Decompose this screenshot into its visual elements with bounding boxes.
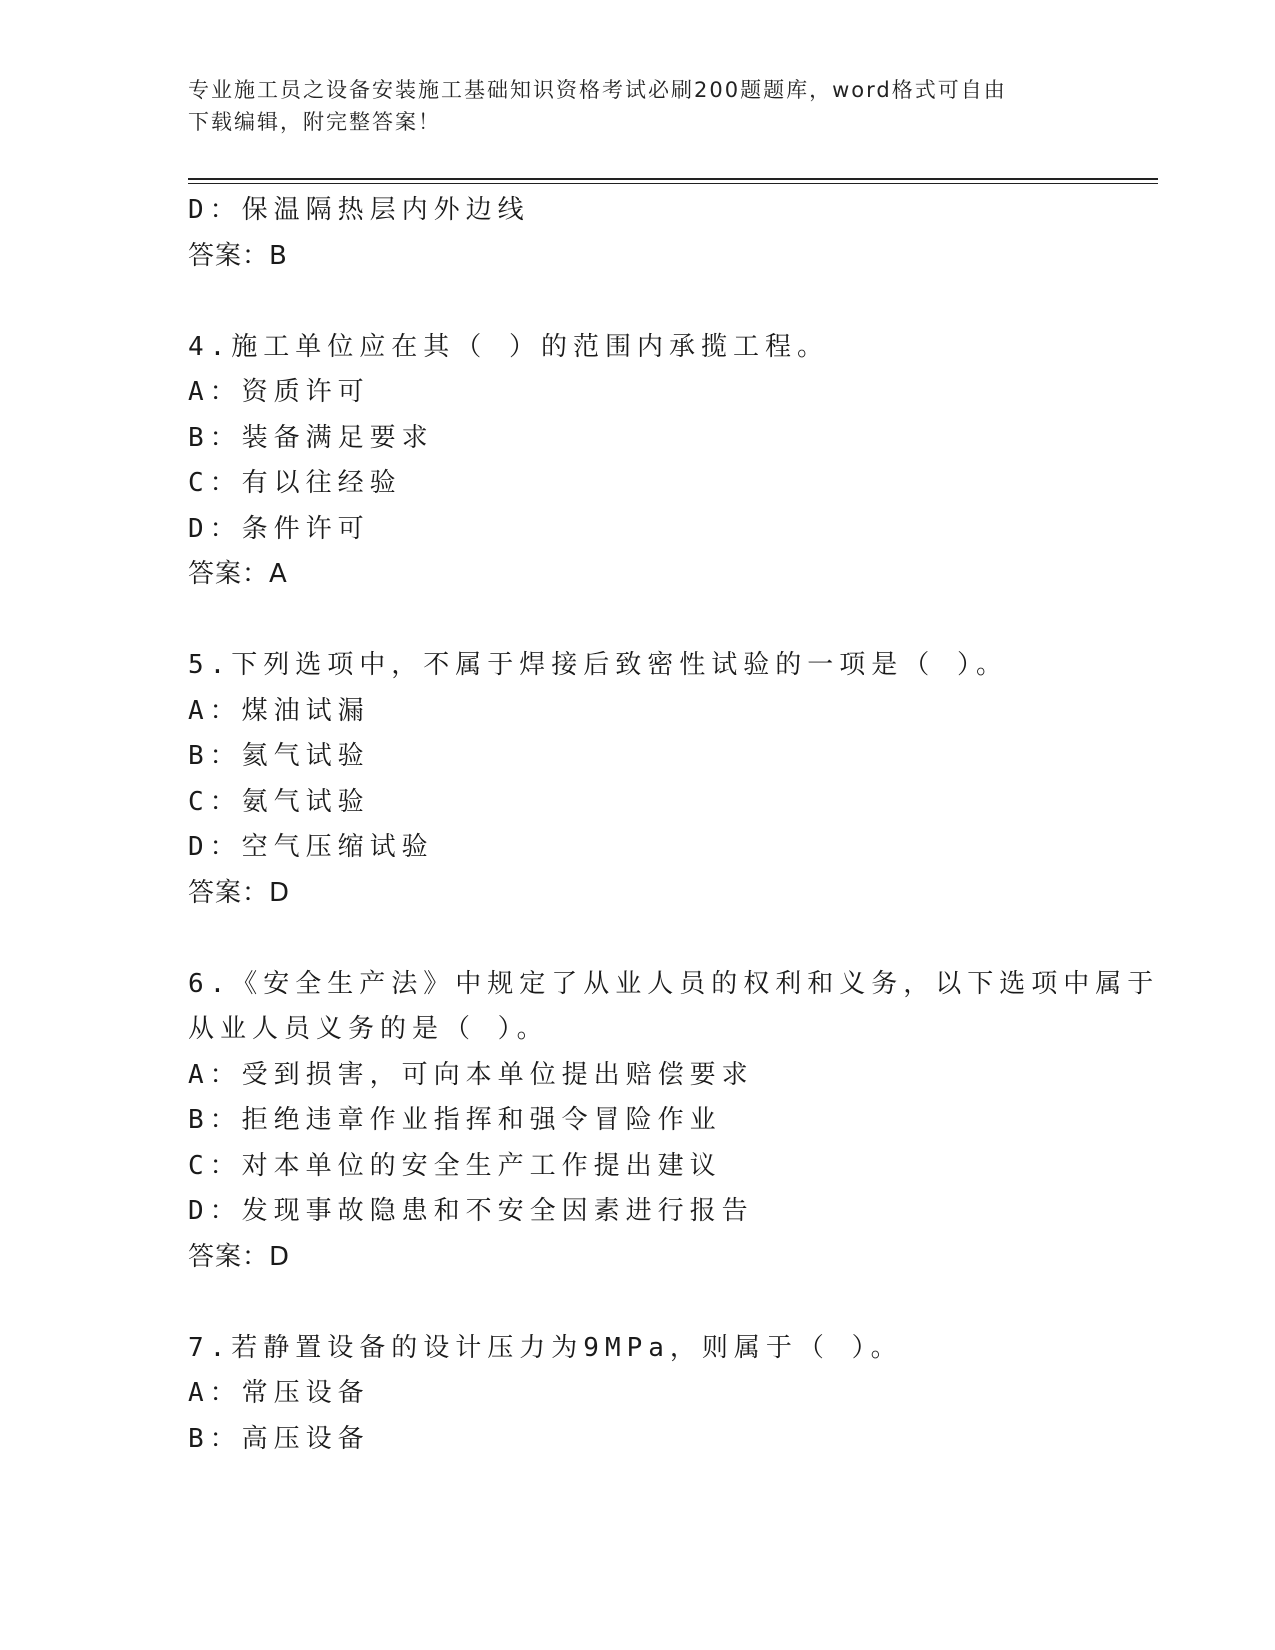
option-d: D：条件许可 — [188, 513, 370, 544]
header-divider-thick — [188, 178, 1158, 180]
option-b: B：拒绝违章作业指挥和强令冒险作业 — [188, 1105, 722, 1135]
question-5 — [188, 643, 1158, 916]
question-6 — [188, 962, 1158, 1281]
answer-line: 答案：A — [188, 559, 288, 589]
question-7 — [188, 1326, 1158, 1463]
document-header — [188, 74, 1088, 138]
spacer — [188, 279, 1158, 325]
option-c: C：有以往经验 — [188, 468, 402, 498]
question-list — [188, 188, 1158, 1462]
option-a: A：受到损害，可向本单位提出赔偿要求 — [188, 1059, 754, 1090]
spacer — [188, 598, 1158, 644]
question-stem: 7.若静置设备的设计压力为9MPa，则属于（ ）。 — [188, 1332, 903, 1363]
question-4 — [188, 325, 1158, 598]
option-c: C：氨气试验 — [188, 786, 370, 817]
answer-line: 答案：B — [188, 240, 288, 271]
answer-line: 答案：D — [188, 1241, 291, 1272]
option-b: B：高压设备 — [188, 1423, 370, 1454]
spacer — [188, 916, 1158, 962]
question-stem-line-2: 从业人员义务的是（ ）。 — [188, 1014, 549, 1044]
header-title-line-2: 下载编辑，附完整答案！ — [188, 110, 441, 134]
question-stem-line-1: 6.《安全生产法》中规定了从业人员的权利和义务，以下选项中属于 — [188, 968, 1160, 999]
option-b: B：氦气试验 — [188, 741, 370, 771]
option-a: A：煤油试漏 — [188, 695, 370, 726]
option-d: D：空气压缩试验 — [188, 832, 434, 862]
option-d: D：保温隔热层内外边线 — [188, 195, 530, 225]
option-d: D：发现事故隐患和不安全因素进行报告 — [188, 1196, 754, 1226]
header-divider-thin — [188, 183, 1158, 184]
spacer — [188, 1280, 1158, 1326]
answer-line: 答案：D — [188, 877, 291, 908]
header-title-line-1: 专业施工员之设备安装施工基础知识资格考试必刷200题题库，word格式可自由 — [188, 78, 1007, 102]
option-a: A：常压设备 — [188, 1378, 370, 1408]
option-b: B：装备满足要求 — [188, 422, 434, 453]
question-stem: 5.下列选项中，不属于焊接后致密性试验的一项是（ ）。 — [188, 650, 1008, 680]
question-stem: 4.施工单位应在其（ ）的范围内承揽工程。 — [188, 331, 829, 362]
option-a: A：资质许可 — [188, 377, 370, 407]
option-c: C：对本单位的安全生产工作提出建议 — [188, 1150, 722, 1181]
